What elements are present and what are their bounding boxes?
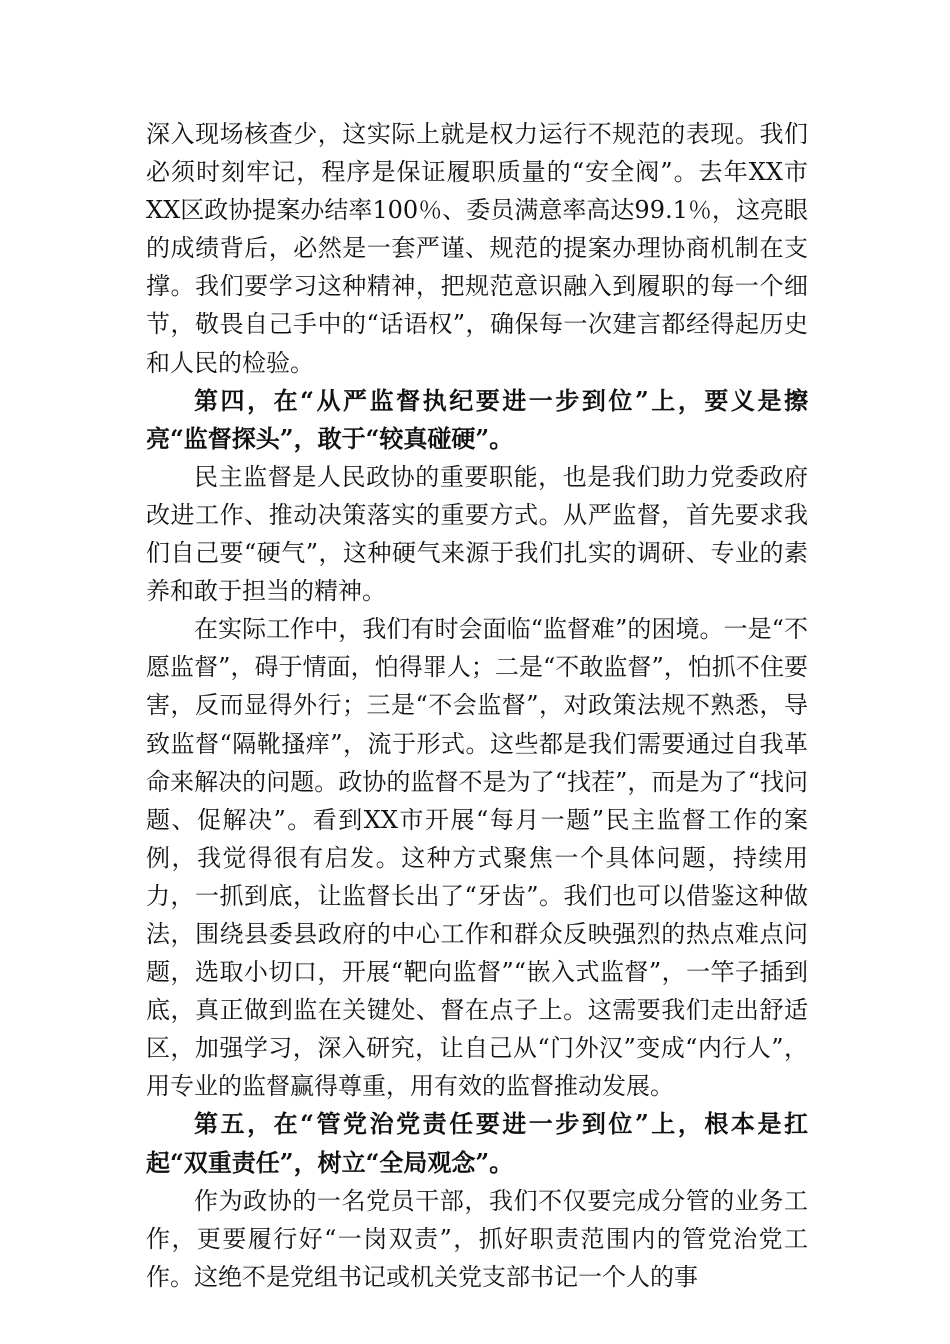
paragraph-supervision-difficulties: 在实际工作中，我们有时会面临“监督难”的困境。一是“不愿监督”，碍于情面，怕得罪人；二是“不敢监督”，怕抓不住要害，反而显得外行；三是“不会监督”，对政策法规不熟悉，导致监督“隔靴搔痒”，流于形式。这些都是我们需要通过自我革命来解决的问题。政协的监督不是为了“找茬”，而是为了“找问题、促解决”。看到XX市开展“每月一题”民主监督工作的案例，我觉得很有启发。这种方式聚焦一个具体问题，持续用力，一抓到底，让监督长出了“牙齿”。我们也可以借鉴这种做法，围绕县委县政府的中心工作和群众反映强烈的热点难点问题，选取小切口，开展“靶向监督”“嵌入式监督”，一竿子插到底，真正做到监在关键处、督在点子上。这需要我们走出舒适区，加强学习，深入研究，让自己从“门外汉”变成“内行人”，用专业的监督赢得尊重，用有效的监督推动发展。 xyxy=(146,615,808,1101)
section-heading-four: 第四，在“从严监督执纪要进一步到位”上，要义是擦亮“监督探头”，敢于“较真碰硬”。 xyxy=(146,385,808,453)
section-heading-five: 第五，在“管党治党责任要进一步到位”上，根本是扛起“双重责任”，树立“全局观念”。 xyxy=(146,1109,808,1177)
document-body xyxy=(146,115,808,1296)
paragraph-democratic-supervision: 民主监督是人民政协的重要职能，也是我们助力党委政府改进工作、推动决策落实的重要方式。从严监督，首先要求我们自己要“硬气”，这种硬气来源于我们扎实的调研、专业的素养和敢于担当的精神。 xyxy=(146,462,808,606)
paragraph-continuation: 深入现场核查少，这实际上就是权力运行不规范的表现。我们必须时刻牢记，程序是保证履职质量的“安全阀”。去年XX市XX区政协提案办结率100％、委员满意率高达99.1％，这亮眼的成绩背后，必然是一套严谨、规范的提案办理协商机制在支撑。我们要学习这种精神，把规范意识融入到履职的每一个细节，敬畏自己手中的“话语权”，确保每一次建言都经得起历史和人民的检验。 xyxy=(146,120,808,377)
paragraph-party-member-duty: 作为政协的一名党员干部，我们不仅要完成分管的业务工作，更要履行好“一岗双责”，抓好职责范围内的管党治党工作。这绝不是党组书记或机关党支部书记一个人的事 xyxy=(146,1186,808,1291)
